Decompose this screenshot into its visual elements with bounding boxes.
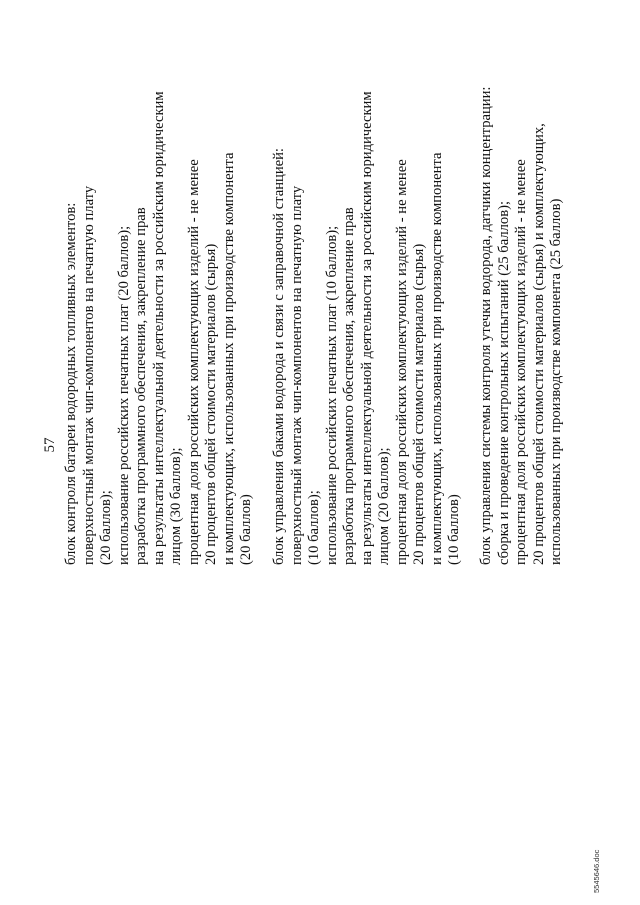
text-line: использование российских печатных плат (10 баллов); xyxy=(323,225,340,565)
text-line: процентная доля российских комплектующих изделий - не менее xyxy=(185,159,202,565)
text-line: разработка программного обеспечения, закрепление прав xyxy=(133,207,149,565)
text-line: лицом (30 баллов); xyxy=(168,447,184,565)
text-line: (20 баллов) xyxy=(238,494,254,565)
text-line: (10 баллов) xyxy=(446,494,462,565)
text-line: сборка и проведение контрольных испытаний (25 баллов); xyxy=(495,201,512,565)
text-line: 20 процентов общей стоимости материалов (сырья) и комплектующих, xyxy=(530,123,547,565)
text-line: процентная доля российских комплектующих изделий - не менее xyxy=(513,159,529,565)
text-line: на результаты интеллектуальной деятельности за российским юридическим xyxy=(150,91,167,565)
document-file-code: 5545646.doc xyxy=(592,849,601,893)
text-line: 20 процентов общей стоимости материалов (сырья) xyxy=(411,243,427,565)
text-line: и комплектующих, использованных при производстве компонента xyxy=(428,152,445,565)
text-line: поверхностный монтаж чип-компонентов на печатную плату xyxy=(80,185,97,565)
section-heading: блок управления баками водорода и связи с заправочной станцией: xyxy=(271,148,287,565)
text-line: использование российских печатных плат (20 баллов); xyxy=(115,225,132,565)
text-line: лицом (20 баллов); xyxy=(376,447,392,565)
page-number: 57 xyxy=(42,437,58,453)
section-heading: блок управления системы контроля утечки водорода, датчики концентрации: xyxy=(478,86,494,565)
text-line: использованных при производстве компонента (25 баллов) xyxy=(548,198,564,565)
text-line: поверхностный монтаж чип-компонентов на печатную плату xyxy=(288,185,305,565)
text-line: процентная доля российских комплектующих изделий - не менее xyxy=(393,159,410,565)
text-line: разработка программного обеспечения, закрепление прав xyxy=(341,207,357,565)
section-hydrogen-tank-control-unit xyxy=(271,55,464,565)
text-line: на результаты интеллектуальной деятельности за российским юридическим xyxy=(358,91,375,565)
text-line: 20 процентов общей стоимости материалов (сырья) xyxy=(203,243,219,565)
text-line: и комплектующих, использованных при производстве компонента xyxy=(220,152,237,565)
text-line: (10 баллов); xyxy=(306,490,322,565)
text-line: (20 баллов); xyxy=(98,490,114,565)
section-battery-control-unit xyxy=(63,55,256,565)
section-heading: блок контроля батареи водородных топливных элементов: xyxy=(63,202,79,565)
section-leak-control-unit xyxy=(478,55,566,565)
